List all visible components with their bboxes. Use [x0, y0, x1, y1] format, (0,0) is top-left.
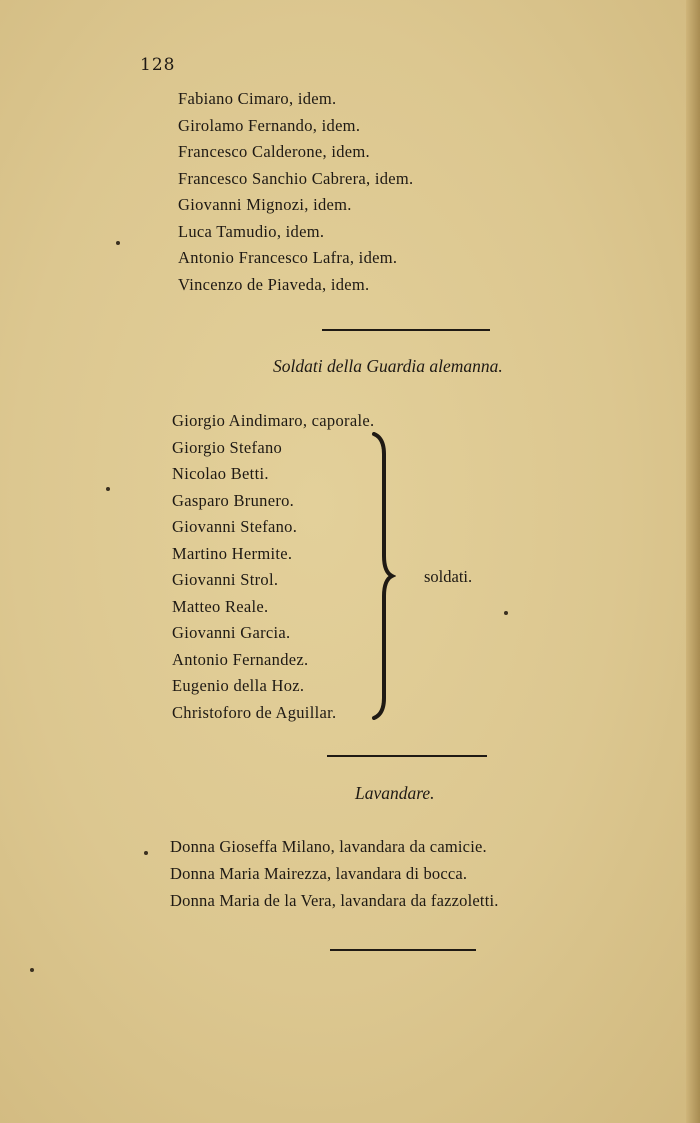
list-item: Christoforo de Aguillar. — [172, 702, 337, 722]
list-item: Nicolao Betti. — [172, 464, 269, 483]
officers-list — [178, 86, 413, 298]
list-item: Luca Tamudio, idem. — [178, 221, 325, 241]
list-item: Giovanni Stefano. — [172, 517, 298, 536]
section-divider — [322, 329, 490, 331]
list-item: Giovanni Strol. — [172, 570, 279, 589]
list-item: Francesco Calderone, idem. — [178, 142, 370, 161]
list-item: Giovanni Mignozi, idem. — [178, 195, 352, 214]
list-item: Giorgio Aindimaro, caporale. — [172, 411, 375, 430]
list-item: Eugenio della Hoz. — [172, 676, 305, 695]
list-item: Fabiano Cimaro, idem. — [178, 89, 337, 108]
list-item: Giorgio Stefano — [172, 437, 283, 457]
list-item: Martino Hermite. — [172, 543, 293, 563]
section-heading-laundresses: Lavandare. — [355, 783, 435, 803]
list-item: Girolamo Fernando, idem. — [178, 115, 361, 135]
laundresses-list — [170, 833, 499, 914]
ink-speck — [106, 487, 110, 491]
ink-speck — [30, 968, 34, 972]
list-item: Matteo Reale. — [172, 596, 269, 616]
ink-speck — [504, 611, 508, 615]
curly-brace-icon — [362, 432, 396, 720]
section-divider — [327, 755, 487, 757]
ink-speck — [144, 851, 148, 855]
list-item: Donna Maria de la Vera, lavandara da fazzoletti. — [170, 891, 499, 910]
page-number: 128 — [140, 55, 176, 75]
list-item: Antonio Francesco Lafra, idem. — [178, 248, 398, 267]
list-item: Francesco Sanchio Cabrera, idem. — [178, 168, 414, 188]
list-item: Donna Gioseffa Milano, lavandara da camicie. — [170, 837, 487, 856]
list-item: Vincenzo de Piaveda, idem. — [178, 274, 370, 294]
section-heading-guard: Soldati della Guardia alemanna. — [273, 356, 503, 376]
brace-label: soldati. — [424, 567, 473, 586]
list-item: Donna Maria Mairezza, lavandara di bocca. — [170, 864, 468, 883]
section-divider — [330, 949, 476, 951]
list-item: Giovanni Garcia. — [172, 623, 291, 642]
list-item: Antonio Fernandez. — [172, 649, 309, 669]
ink-speck — [116, 241, 120, 245]
soldiers-list — [172, 408, 374, 726]
page-edge — [686, 0, 700, 1123]
list-item: Gasparo Brunero. — [172, 490, 295, 510]
